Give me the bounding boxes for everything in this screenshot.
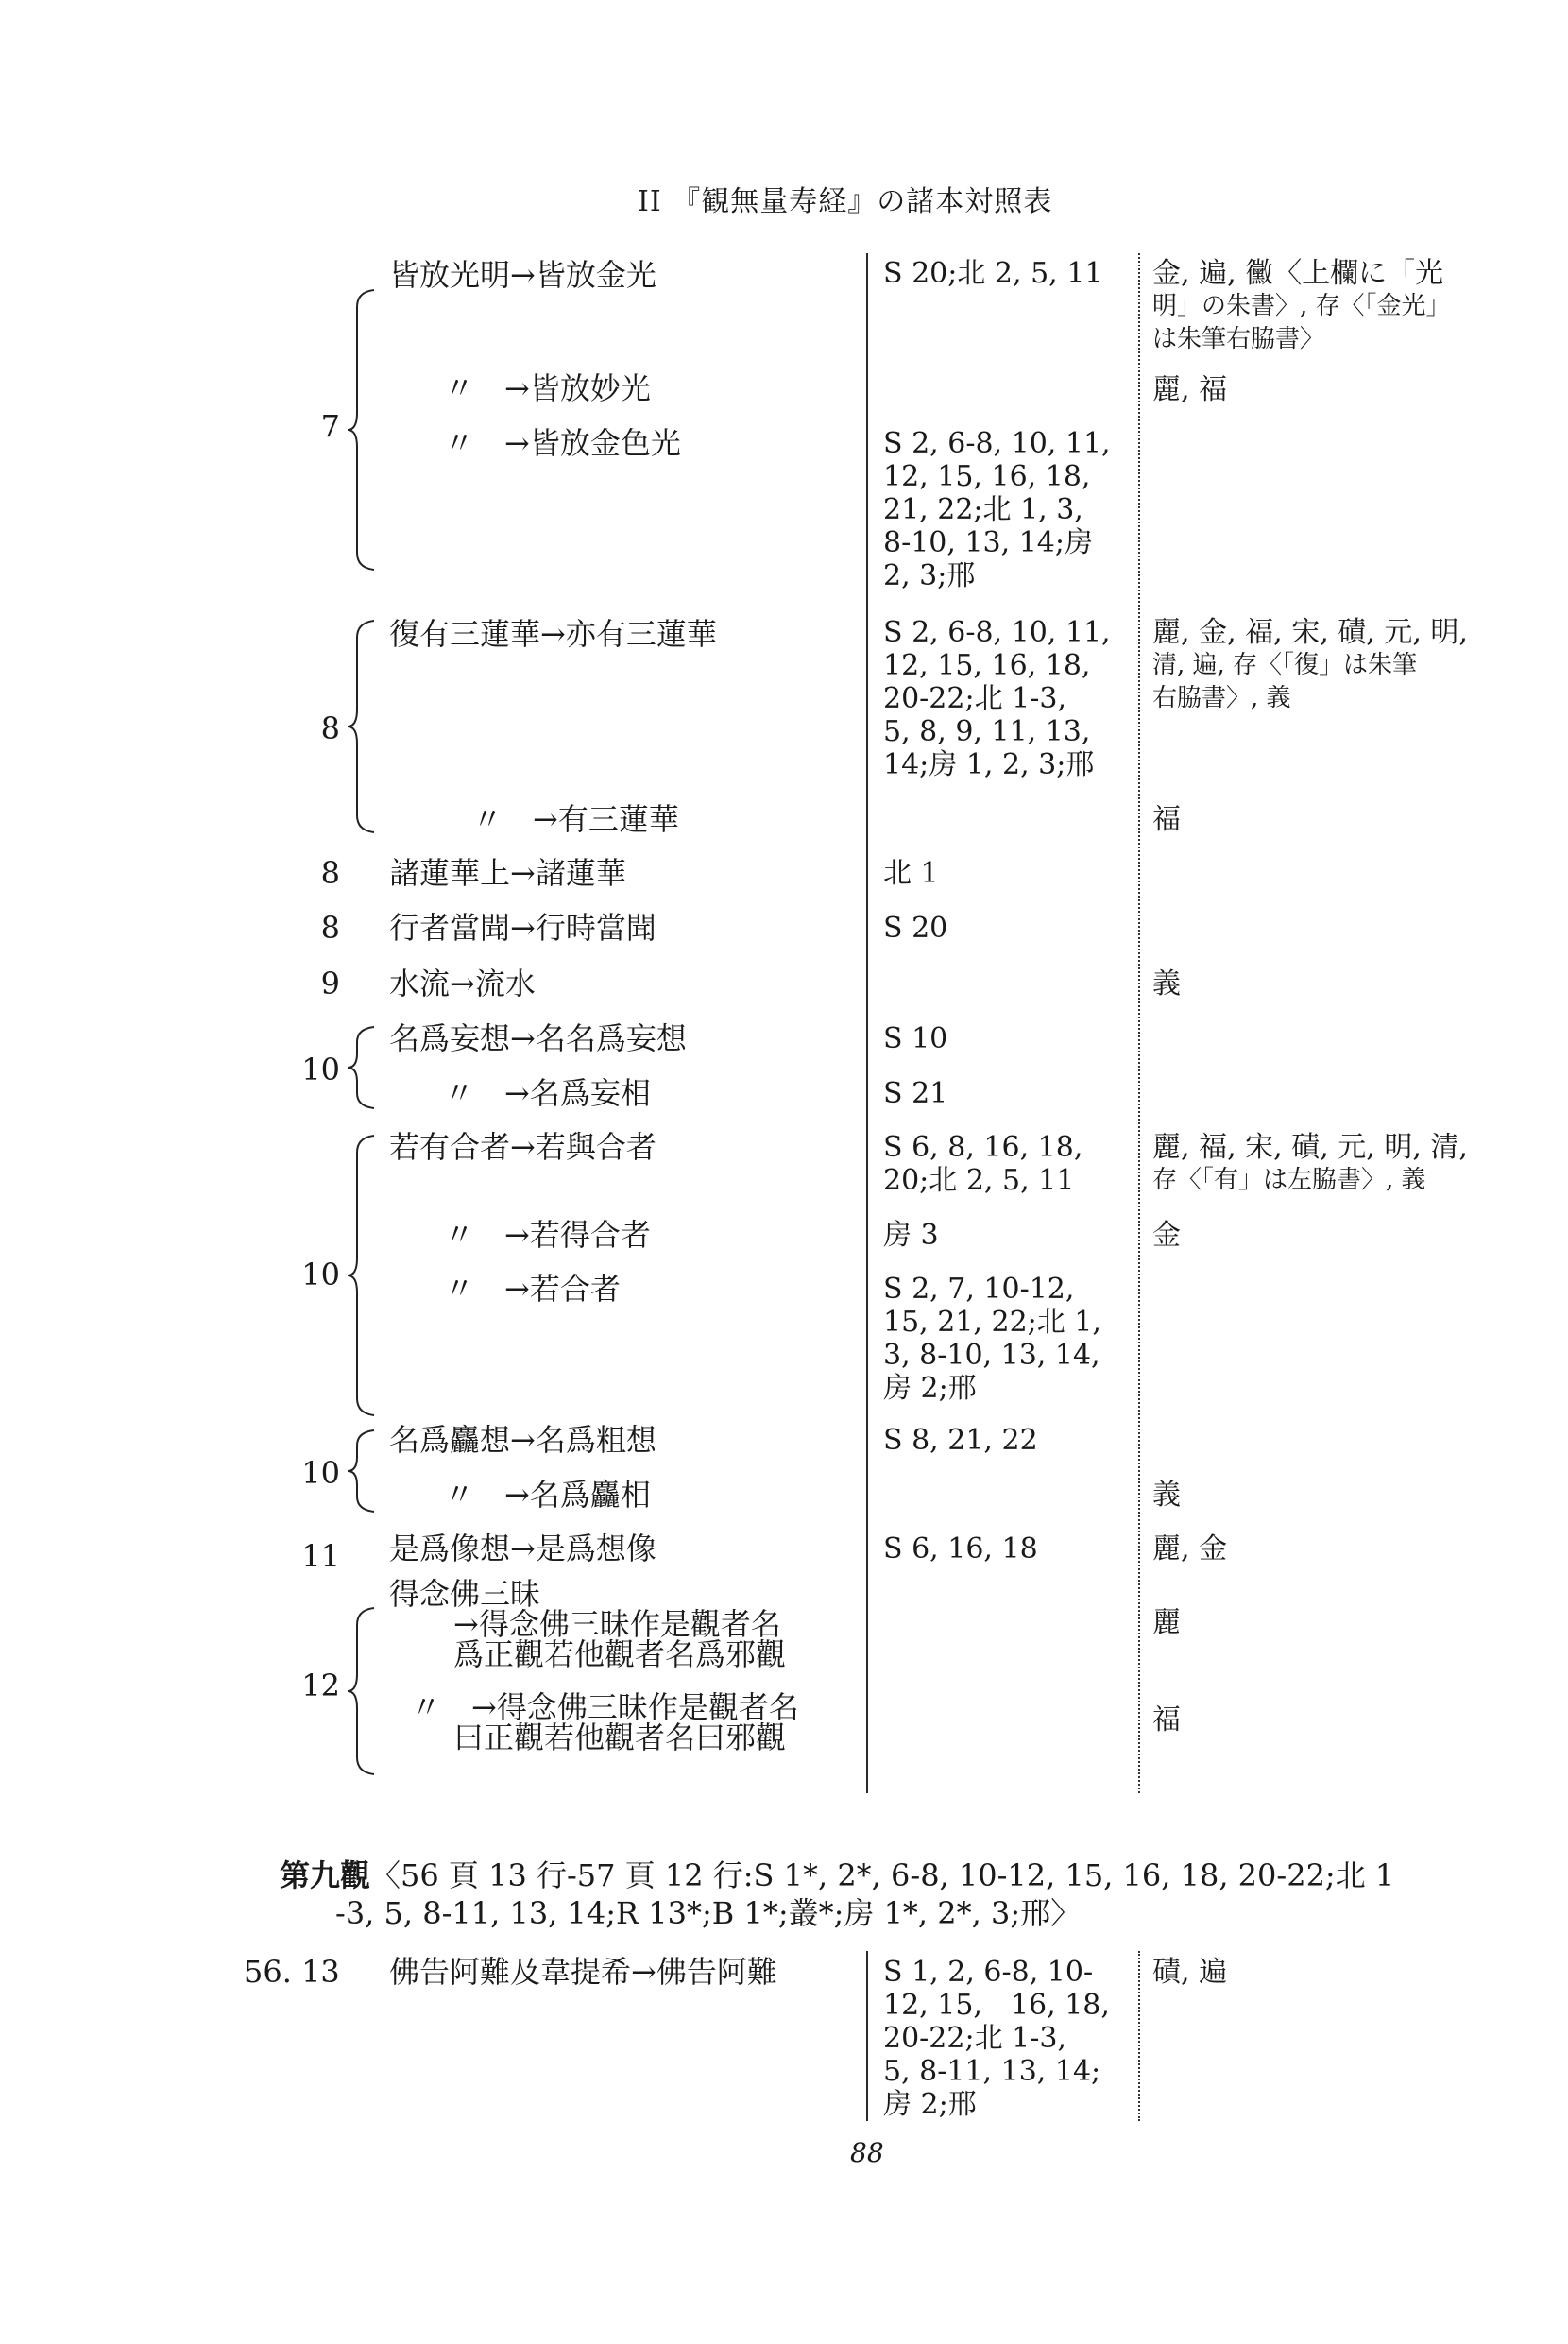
reading-r13: 〃 →若合者 [444, 1271, 621, 1307]
lower-column-divider-editions [1138, 1951, 1140, 2121]
reading-r6: 諸蓮華上→諸蓮華 [389, 855, 626, 891]
reading-r17-line3: 爲正觀若他觀者名爲邪觀 [453, 1636, 787, 1672]
lower-row-reading: 佛告阿難及韋提希→佛告阿難 [389, 1954, 777, 1990]
lower-row-number: 56. 13 [244, 1954, 340, 1990]
page-number: 88 [850, 2137, 884, 2168]
section-title: 第九觀 [280, 1857, 371, 1893]
reading-r8: 水流→流水 [389, 966, 536, 1001]
reading-r7: 行者當聞→行時當聞 [389, 910, 656, 946]
reading-r9: 名爲妄想→名名爲妄想 [389, 1020, 687, 1056]
lower-row-sources: S 1, 2, 6-8, 10- 12, 15, 16, 18, 20-22;北 1-3, 5, 8-11, 13, 14; 房 2;邢 [883, 1956, 1110, 2121]
editions-r17: 麗 [1152, 1606, 1181, 1639]
editions-r8: 義 [1152, 967, 1181, 1001]
column-divider-editions [1138, 253, 1140, 1793]
reading-r18: 〃 →得念佛三昧作是觀者名 [411, 1689, 799, 1725]
editions-r15: 義 [1152, 1479, 1181, 1512]
row-number-8c: 8 [320, 910, 340, 946]
row-number-9: 9 [320, 966, 340, 1001]
sources-r12: 房 3 [883, 1219, 939, 1252]
editions-r11: 麗, 福, 宋, 磧, 元, 明, 清, 存〈「有」は左脇書〉, 義 [1152, 1131, 1468, 1194]
reading-r3: 〃 →皆放金色光 [444, 425, 681, 461]
sources-r11: S 6, 8, 16, 18, 20;北 2, 5, 11 [883, 1131, 1083, 1197]
sources-r4: S 2, 6-8, 10, 11, 12, 15, 16, 18, 20-22;北 1-3, 5, 8, 9, 11, 13, 14;房 1, 2, 3;邢 [883, 616, 1111, 781]
reading-r5: 〃 →有三蓮華 [472, 801, 679, 837]
reading-r10: 〃 →名爲妄相 [444, 1075, 651, 1111]
editions-r16: 麗, 金 [1152, 1532, 1228, 1566]
reading-r1: 皆放光明→皆放金光 [389, 257, 656, 293]
section-heading-line2: -3, 5, 8-11, 13, 14;R 13*;B 1*;叢*;房 1*, 2*, 3;邢〉 [335, 1895, 1082, 1931]
section-heading [280, 1856, 1394, 1894]
sources-r9: S 10 [883, 1022, 948, 1055]
reading-r2: 〃 →皆放妙光 [444, 370, 651, 406]
row-number-10c: 10 [301, 1455, 340, 1491]
reading-r12: 〃 →若得合者 [444, 1217, 651, 1253]
reading-r16: 是爲像想→是爲想像 [389, 1531, 656, 1566]
editions-r2: 麗, 福 [1152, 373, 1228, 406]
sources-r3: S 2, 6-8, 10, 11, 12, 15, 16, 18, 21, 22;北 1, 3, 8-10, 13, 14;房 2, 3;邢 [883, 427, 1111, 592]
lower-row-editions: 磧, 遍 [1152, 1956, 1228, 1989]
reading-r4: 復有三蓮華→亦有三蓮華 [389, 616, 717, 652]
lower-column-divider-source [866, 1951, 868, 2121]
row-number-12: 12 [301, 1668, 340, 1703]
sources-r14: S 8, 21, 22 [883, 1424, 1038, 1457]
sources-r13: S 2, 7, 10-12, 15, 21, 22;北 1, 3, 8-10, 13, 14, 房 2;邢 [883, 1273, 1101, 1405]
brace-10b [351, 1134, 376, 1421]
editions-r1: 金, 遍, 黴〈上欄に「光 明」の朱書〉, 存〈「金光」 は朱筆右脇書〉 [1152, 257, 1451, 353]
brace-8 [351, 619, 376, 838]
row-number-8b: 8 [320, 855, 340, 891]
section-range: 〈56 頁 13 行-57 頁 12 行:S 1*, 2*, 6-8, 10-12, 15, 16, 18, 20-22;北 1 [370, 1857, 1395, 1893]
brace-7 [351, 288, 376, 575]
reading-r17-line2: →得念佛三昧作是觀者名 [453, 1606, 781, 1642]
row-number-10a: 10 [301, 1052, 340, 1087]
row-number-10b: 10 [301, 1257, 340, 1292]
brace-10c [351, 1429, 376, 1517]
row-number-11: 11 [301, 1538, 340, 1574]
editions-r12: 金 [1152, 1219, 1181, 1252]
sources-r6: 北 1 [883, 857, 939, 890]
page-header: II 『観無量寿経』の諸本対照表 [638, 185, 1053, 218]
brace-12 [351, 1606, 376, 1780]
row-number-7: 7 [320, 408, 340, 444]
reading-r14: 名爲麤想→名爲粗想 [389, 1422, 656, 1458]
editions-r5: 福 [1152, 803, 1181, 836]
column-divider-source [866, 253, 868, 1793]
reading-r18-line2: 曰正觀若他觀者名曰邪觀 [453, 1720, 787, 1755]
reading-r17: 得念佛三昧 [389, 1576, 541, 1612]
sources-r7: S 20 [883, 912, 948, 945]
editions-r4: 麗, 金, 福, 宋, 磧, 元, 明, 清, 遍, 存〈「復」は朱筆 右脇書〉, 義 [1152, 616, 1468, 712]
sources-r16: S 6, 16, 18 [883, 1532, 1038, 1566]
brace-10a [351, 1025, 376, 1114]
reading-r11: 若有合者→若與合者 [389, 1129, 656, 1165]
sources-r1: S 20;北 2, 5, 11 [883, 257, 1103, 290]
sources-r10: S 21 [883, 1077, 948, 1110]
reading-r15: 〃 →名爲麤相 [444, 1477, 651, 1513]
editions-r18: 福 [1152, 1703, 1181, 1737]
row-number-8a: 8 [320, 710, 340, 746]
